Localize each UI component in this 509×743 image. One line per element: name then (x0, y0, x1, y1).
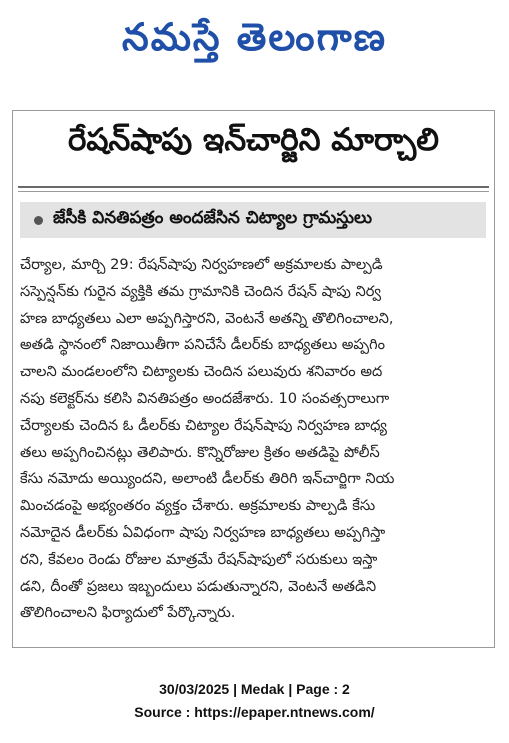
article-body-line: నపు కలెక్టర్‌ను కలిసి వినతిపత్రం అందజేశారు. 10 సంవత్సరాలుగా (20, 389, 390, 407)
article-subheadline: జేసీకి వినతిపత్రం అందజేసిన చిట్యాల గ్రామస్తులు (53, 208, 372, 228)
article-body-line: హణ బాధ్యతలు ఎలా అప్పగిస్తారని, వెంటనే అతన్ని తొలిగించాలని, (20, 309, 394, 327)
article-body-line: నమోదైన డీలర్‌కు ఏవిధంగా షాపు నిర్వహణ బాధ్యతలు అప్పగిస్తా (20, 523, 386, 541)
article-body-line: కేసు నమోదు అయ్యిందని, అలాంటి డీలర్‌కు తిరిగి ఇన్‌చార్జిగా నియ (20, 470, 395, 488)
footer-publication-info: 30/03/2025 | Medak | Page : 2 (159, 681, 350, 697)
newspaper-masthead (0, 0, 509, 82)
article-body-line: తొలిగించాలని ఫిర్యాదులో పేర్కొన్నారు. (20, 604, 236, 622)
article-body-line: చేర్యాల, మార్చి 29: రేషన్‌షాపు నిర్వహణలో అక్రమాలకు పాల్పడి (20, 256, 383, 273)
article-body-line: రని, కేవలం రెండు రోజుల మాత్రమే రేషన్‌షాపులో సరుకులు ఇస్తా (20, 550, 378, 568)
article-subheadline-bar (20, 202, 486, 238)
headline-divider-thin (18, 191, 489, 192)
article-headline: రేషన్‌షాపు ఇన్‌చార్జిని మార్చాలి (68, 122, 439, 158)
masthead-title: నమస్తే తెలంగాణ (122, 13, 387, 59)
article-body-line: మించడంపై అభ్యంతరం వ్యక్తం చేశారు. అక్రమాలకు పాల్పడి కేసు (20, 497, 376, 515)
article-body-line: అతడి స్థానంలో నిజాయితీగా పనిచేసే డీలర్‌కు బాధ్యతలు అప్పగిం (20, 336, 385, 354)
bullet-icon (34, 216, 43, 225)
article-body-line: తలు అప్పగించినట్లు తెలిపారు. కొన్నిరోజుల క్రితం అతడిపై పోలీస్ (20, 443, 380, 461)
article-body (20, 252, 490, 627)
article-body-line: చాలని మండలంలోని చిట్యాలకు చెందిన పలువురు శనివారం అద (20, 363, 383, 381)
article-body-line: సస్పెన్షన్‌కు గురైన వ్యక్తికి తమ గ్రామానికి చెందిన రేషన్ షాపు నిర్వ (20, 282, 382, 300)
article-body-line: చేర్యాలకు చెందిన ఓ డీలర్‌కు చిట్యాల రేషన్‌షాపు నిర్వహణ బాధ్య (20, 416, 387, 434)
headline-divider (18, 186, 489, 188)
footer-source-link[interactable]: Source : https://epaper.ntnews.com/ (134, 704, 375, 720)
article-body-line: డని, దీంతో ప్రజలు ఇబ్బందులు పడుతున్నారని, వెంటనే అతడిని (20, 577, 377, 595)
